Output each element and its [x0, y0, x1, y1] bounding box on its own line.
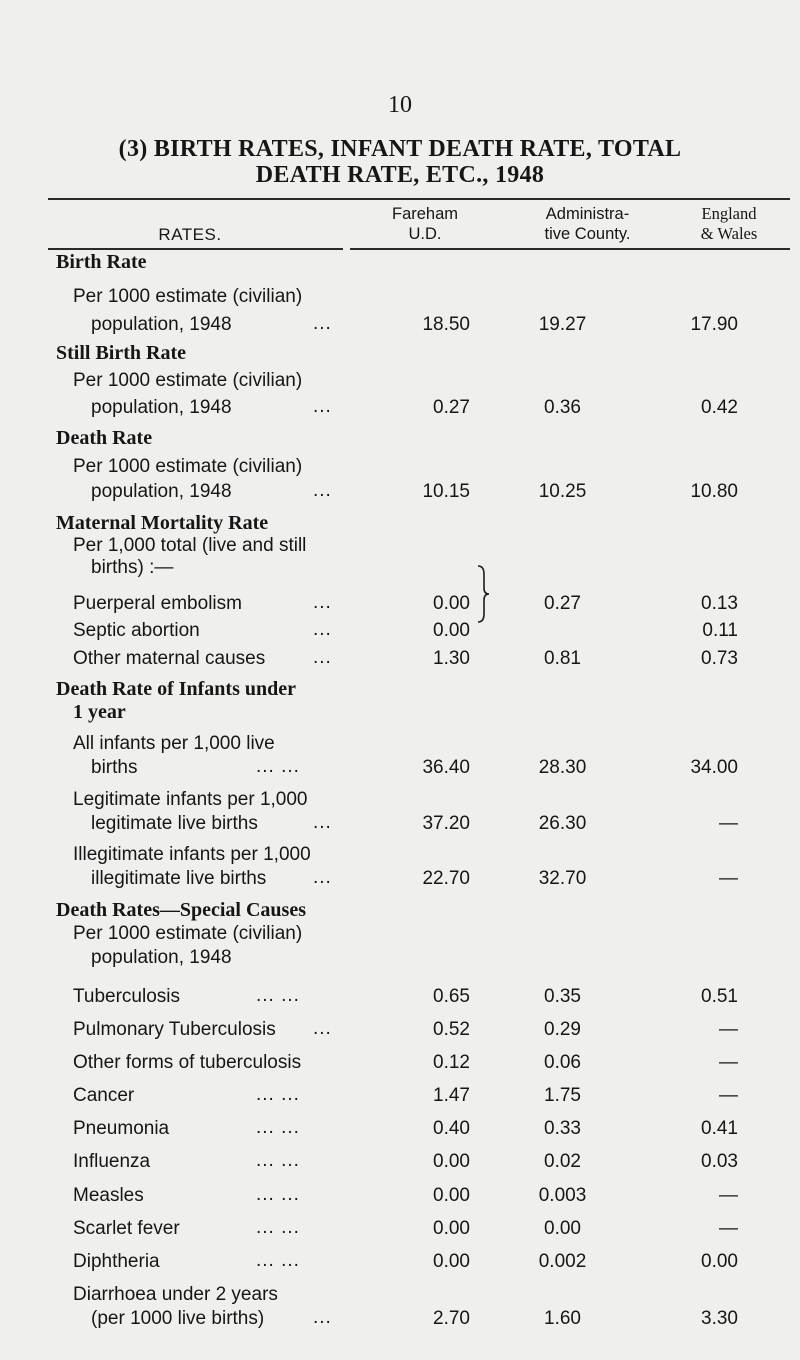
section-death-rate: Death Rate [56, 427, 153, 449]
cell-fareham: 1.47 [433, 1085, 470, 1106]
cell-county: 0.29 [544, 1019, 581, 1040]
header-fareham [350, 204, 500, 244]
cell-fareham: 0.00 [433, 1218, 470, 1239]
row-label: Cancer [73, 1085, 135, 1106]
cell-fareham: 0.65 [433, 986, 470, 1007]
cell-fareham: 1.30 [433, 648, 470, 669]
cell-england: 0.42 [701, 397, 738, 418]
row-label: Measles [73, 1185, 144, 1206]
leader-dots: ... ... [256, 1084, 300, 1105]
cell-england: 3.30 [701, 1308, 738, 1329]
section-special-causes: Death Rates—Special Causes [56, 899, 306, 921]
row-label: Diarrhoea under 2 years [73, 1284, 278, 1305]
header-england-line-2: & Wales [700, 224, 758, 243]
row-label: Puerperal embolism [73, 593, 242, 614]
row-label: Septic abortion [73, 620, 200, 641]
row-label: Illegitimate infants per 1,000 [73, 844, 311, 865]
cell-county: 0.81 [544, 648, 581, 669]
columns-header-underline [350, 248, 790, 250]
row-label: Per 1000 estimate (civilian) [73, 456, 303, 477]
header-fareham-line-2: U.D. [408, 225, 442, 243]
leader-dots: ... ... [256, 1217, 300, 1238]
row-label: Pneumonia [73, 1118, 170, 1139]
cell-england: 0.00 [701, 1251, 738, 1272]
cell-county: 0.003 [538, 1185, 587, 1206]
row-label: population, 1948 [91, 947, 232, 968]
cell-county: 0.002 [538, 1251, 587, 1272]
cell-fareham: 0.00 [433, 1185, 470, 1206]
page-title-line-1: (3) BIRTH RATES, INFANT DEATH RATE, TOTAL [118, 136, 682, 162]
cell-england: 0.41 [701, 1118, 738, 1139]
cell-county: 0.35 [544, 986, 581, 1007]
cell-county: 19.27 [538, 314, 587, 335]
row-label: Per 1000 estimate (civilian) [73, 286, 303, 307]
cell-england: 0.51 [701, 986, 738, 1007]
cell-england: — [719, 1185, 738, 1206]
leader-dots: ... [313, 1018, 332, 1039]
header-county-line-2: tive County. [544, 225, 631, 243]
brace-bracket [476, 564, 490, 624]
cell-county: 1.75 [544, 1085, 581, 1106]
section-birth-rate: Birth Rate [56, 251, 147, 273]
row-label: Tuberculosis [73, 986, 181, 1007]
cell-fareham: 18.50 [422, 314, 470, 335]
header-administrative-county [500, 204, 675, 244]
row-label: Per 1000 estimate (civilian) [73, 370, 303, 391]
cell-fareham: 0.52 [433, 1019, 470, 1040]
cell-county: 0.27 [544, 593, 581, 614]
cell-england: — [719, 1218, 738, 1239]
header-fareham-line-1: Fareham [391, 205, 459, 223]
leader-dots: ... [313, 867, 332, 888]
row-label: population, 1948 [91, 481, 232, 502]
cell-england: 0.13 [701, 593, 738, 614]
cell-fareham: 0.00 [433, 1251, 470, 1272]
cell-fareham: 10.15 [422, 481, 470, 502]
section-infant-death-rate-line-2: 1 year [73, 701, 126, 723]
leader-dots: ... [313, 313, 332, 334]
cell-county: 0.06 [544, 1052, 581, 1073]
cell-fareham: 0.00 [433, 593, 470, 614]
row-label: legitimate live births [91, 813, 258, 834]
leader-dots: ... ... [256, 1117, 300, 1138]
cell-fareham: 37.20 [422, 813, 470, 834]
cell-fareham: 36.40 [422, 757, 470, 778]
row-label: All infants per 1,000 live [73, 733, 275, 754]
row-label: Influenza [73, 1151, 151, 1172]
cell-england: — [719, 1052, 738, 1073]
cell-county: 0.02 [544, 1151, 581, 1172]
cell-county: 0.00 [544, 1218, 581, 1239]
section-maternal-mortality: Maternal Mortality Rate [56, 512, 269, 534]
leader-dots: ... [313, 396, 332, 417]
row-label: (per 1000 live births) [91, 1308, 265, 1329]
cell-england: — [719, 1019, 738, 1040]
leader-dots: ... ... [256, 985, 300, 1006]
leader-dots: ... ... [256, 1150, 300, 1171]
leader-dots: ... [313, 647, 332, 668]
section-infant-death-rate: Death Rate of Infants under [56, 678, 296, 700]
leader-dots: ... ... [256, 1184, 300, 1205]
header-county-line-1: Administra- [545, 205, 630, 223]
cell-fareham: 2.70 [433, 1308, 470, 1329]
cell-england: 0.11 [702, 620, 738, 641]
top-rule [48, 198, 790, 200]
cell-england: 0.03 [701, 1151, 738, 1172]
cell-fareham: 0.12 [433, 1052, 470, 1073]
row-label: Other maternal causes [73, 648, 266, 669]
page-number: 10 [388, 92, 412, 118]
cell-county: 1.60 [544, 1308, 581, 1329]
leader-dots: ... [313, 619, 332, 640]
row-label: Per 1,000 total (live and still [73, 535, 307, 556]
row-label: Scarlet fever [73, 1218, 180, 1239]
cell-england: — [719, 1085, 738, 1106]
cell-fareham: 0.40 [433, 1118, 470, 1139]
cell-county: 10.25 [538, 481, 587, 502]
cell-england: 34.00 [690, 757, 738, 778]
row-label: Pulmonary Tuberculosis [73, 1019, 276, 1040]
cell-county: 32.70 [538, 868, 587, 889]
row-label: population, 1948 [91, 314, 232, 335]
cell-county: 26.30 [538, 813, 587, 834]
leader-dots: ... ... [256, 1250, 300, 1271]
page-title-line-2: DEATH RATE, ETC., 1948 [255, 162, 545, 188]
row-label: births) :— [91, 557, 174, 578]
leader-dots: ... [313, 480, 332, 501]
leader-dots: ... [313, 592, 332, 613]
cell-fareham: 0.00 [433, 1151, 470, 1172]
row-label: Legitimate infants per 1,000 [73, 789, 308, 810]
cell-fareham: 0.27 [433, 397, 470, 418]
cell-england: — [719, 868, 738, 889]
cell-fareham: 22.70 [422, 868, 470, 889]
header-england-line-1: England [701, 204, 757, 223]
leader-dots: ... ... [256, 756, 300, 777]
leader-dots: ... [313, 812, 332, 833]
header-england-wales [670, 204, 788, 244]
cell-county: 0.33 [544, 1118, 581, 1139]
row-label: Diphtheria [73, 1251, 160, 1272]
cell-fareham: 0.00 [433, 620, 470, 641]
row-label: Other forms of tuberculosis [73, 1052, 302, 1073]
header-rates: RATES. [158, 225, 222, 244]
row-label: Per 1000 estimate (civilian) [73, 923, 303, 944]
row-label: population, 1948 [91, 397, 232, 418]
row-label: births [91, 757, 138, 778]
cell-england: — [719, 813, 738, 834]
cell-county: 28.30 [538, 757, 587, 778]
row-label: illegitimate live births [91, 868, 267, 889]
section-still-birth-rate: Still Birth Rate [56, 342, 186, 364]
cell-england: 0.73 [701, 648, 738, 669]
cell-county: 0.36 [544, 397, 581, 418]
leader-dots: ... [313, 1307, 332, 1328]
cell-england: 17.90 [690, 314, 738, 335]
cell-england: 10.80 [690, 481, 738, 502]
